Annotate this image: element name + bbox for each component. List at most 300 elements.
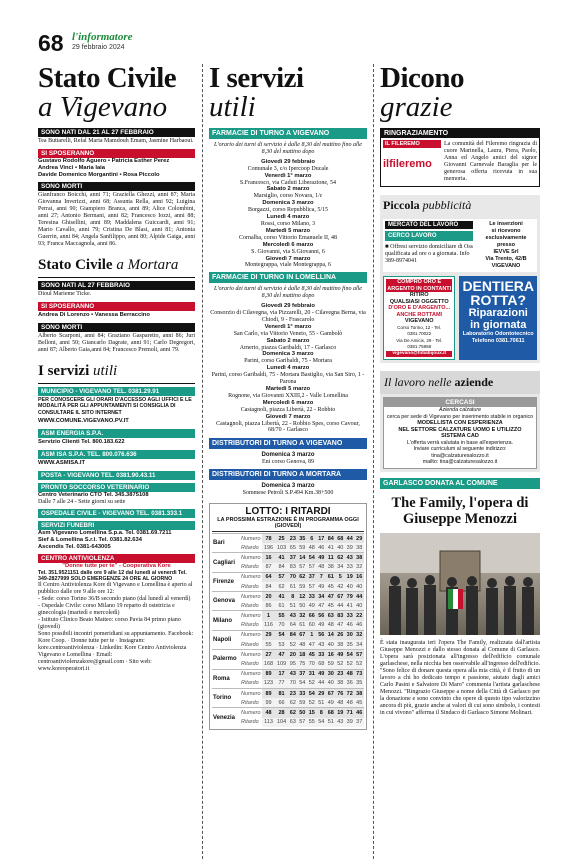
lotto-cell: 56 [317, 630, 326, 640]
lotto-row [212, 688, 364, 698]
lotto-cell: 59 [298, 698, 307, 708]
lotto-cell: 84 [326, 533, 335, 543]
sposi-header: SI SPOSERANNO [38, 149, 195, 158]
divider [38, 277, 195, 278]
lotto-cell: 86 [262, 601, 275, 611]
pharmacy-address: Rognone, via Giovanni XXIII,2 - Valle Lomellina [228, 392, 348, 399]
lotto-cell: 34 [354, 640, 364, 650]
lotto-cell: 44 [345, 533, 354, 543]
lotto-row-label: Numero [240, 611, 262, 621]
distributori-day [209, 452, 367, 459]
lotto-cell: 104 [276, 719, 287, 726]
antiviolenza-list: - Istituto Clinico Beato Matteo: corso Pavia 84 primo piano (giovedì) [38, 616, 181, 630]
piccola-pubblicita-box [380, 195, 540, 363]
pharmacy-day: Martedì 5 marzo [265, 227, 311, 234]
pharmacy-day: Sabato 2 marzo [266, 337, 310, 344]
lotto-row-label: Ritardo [241, 544, 259, 551]
lotto-cell: 49 [307, 601, 316, 611]
lotto-cell: 19 [336, 708, 345, 718]
pharmacy-day: Venerdì 1° marzo [264, 323, 312, 330]
lotto-cell: 70 [307, 659, 316, 669]
municipio-web[interactable]: WWW.COMUNE.VIGEVANO.PV.IT [38, 417, 129, 424]
oro-line: Corso Torino, 12 - Tel. 0381.70022 [397, 324, 442, 336]
lotto-cell: 22 [354, 611, 364, 621]
lotto-cell: 46 [354, 621, 364, 631]
lotto-cell: 18 [298, 650, 307, 660]
oro-line: VIGEVANO [404, 318, 434, 324]
pharmacy-address: Montegrappa, viale Montegrappa, 6 [244, 262, 332, 269]
pharmacy-address: Borgazzi, corso Repubblica, 5/15 [247, 207, 329, 214]
lotto-cell: 59 [298, 543, 307, 553]
lotto-cell: 61 [326, 572, 335, 582]
antiviolenza-list: - Ospedale Civile: corso Milano 19 reparto di ostetricia e ginecologia (martedì e mercoledì) [38, 602, 175, 616]
lotto-cell: 62 [298, 572, 307, 582]
lotto-row [212, 592, 364, 602]
inserzioni-line: si ricevono [491, 228, 521, 234]
lotto-cell: 52 [336, 659, 345, 669]
dicono-grazie-column [380, 64, 540, 718]
nati-text: Tea Buttarelli, Refal Maria Mamdouh Emam, Jasmine Harbaoui. [38, 138, 194, 144]
section-title: Dicono [380, 62, 464, 94]
lotto-row [212, 572, 364, 582]
lotto-cell: 49 [317, 621, 326, 631]
dentiera-line: Riparazioni [468, 307, 528, 319]
pharmacy-day: Venerdì 1° marzo [264, 172, 312, 179]
compro-oro-ad [383, 276, 455, 360]
lotto-city: Napoli [212, 630, 240, 649]
lotto-cell: 77 [275, 679, 288, 689]
lotto-cell: 46 [345, 621, 354, 631]
lotto-cell: 65 [288, 543, 297, 553]
pharmacy-address: Arnerio, piazza Garibaldi, 17 - Garlasco [239, 344, 337, 351]
inserzioni-line: IEVVE Srl [493, 249, 519, 255]
divider [38, 383, 195, 384]
lotto-cell: 49 [336, 650, 345, 660]
lotto-cell: 8 [288, 592, 297, 602]
lotto-cell: 87 [262, 563, 275, 573]
lotto-cell: 99 [262, 698, 275, 708]
servizi-column [209, 64, 367, 730]
lotto-cell: 38 [326, 563, 335, 573]
lotto-cell: 168 [262, 659, 275, 669]
lotto-cell: 1 [262, 611, 275, 621]
municipio-header: MUNICIPIO - VIGEVANO TEL. 0381.29.91 [38, 387, 195, 396]
pharmacy-day: Giovedì 7 marzo [265, 255, 311, 262]
lotto-cell: 30 [326, 669, 335, 679]
pharmacy-address: Parini, corso Garibaldi, 75 - Mortara [244, 358, 332, 365]
lotto-cell: 79 [345, 592, 354, 602]
lotto-cell: 42 [336, 582, 345, 592]
lotto-cell: 45 [326, 582, 335, 592]
page-number: 68 [38, 30, 64, 56]
pharmacy-day: Domenica 3 marzo [262, 351, 314, 358]
dentiera-line: DENTIERA [462, 278, 534, 294]
lotto-cell: 38 [336, 679, 345, 689]
cercasi-line: SISTEMA CAD [441, 433, 479, 439]
lotto-row-label: Numero [240, 669, 262, 679]
lotto-cell: 60 [307, 621, 316, 631]
lotto-cell: 66 [307, 611, 316, 621]
antiviolenza-text: Il Centro Antiviolenza Kore di Vigevano e Lomellina è aperto al pubblico dalle ore 9 alle ore 12: [38, 581, 193, 595]
lotto-cell: 43 [288, 611, 297, 621]
lotto-cell: 17 [275, 669, 288, 679]
lotto-cell: 12 [298, 592, 307, 602]
section-title: Stato Civile [38, 62, 177, 94]
lotto-cell: 23 [336, 669, 345, 679]
cercasi-line: cerca per sede di Vigevano per inserimento stabile in organico [386, 413, 534, 420]
lotto-cell: 41 [275, 592, 288, 602]
offresi-text [385, 243, 473, 266]
lotto-cell: 27 [262, 650, 275, 660]
cercasi-line: MODELLISTA CON ESPERIENZA [417, 420, 503, 426]
lotto-cell: 53 [275, 640, 288, 650]
lotto-cell: 51 [327, 719, 334, 726]
pharmacy-day: Domenica 3 marzo [262, 200, 314, 207]
stato-civile-column [38, 64, 195, 673]
lotto-cell: 84 [288, 630, 297, 640]
funebri-line: Sief & Lomellina S.r.l. Tel. 0381.82.634 [38, 536, 142, 543]
lotto-cell: 44 [317, 679, 326, 689]
cercasi-header: CERCASI [384, 398, 536, 407]
lotto-cell: 75 [298, 659, 307, 669]
mercato-header: MERCATO DEL LAVORO [385, 221, 473, 229]
lotto-cell: 40 [326, 640, 335, 650]
article-body: È stata inaugurata ieri l'opera The Family, realizzata dall'artista Giuseppe Menozzi e dallo stesso donata al Comune di Garlasco. L'opera sarà posizionata all'ingresso dell'edificio comunale garlaschese, nella nicchia ben osservabile all'ingresso dell'edificio. "Sono felice di donare questa opera alla mia città, è il frutto di un lavoro a chi ho dedicato tempo e passione, aiutato dagli amici Carlo Pasini e Salvatore Di Maro" commenta l'artista garlaschese Menozzi. "Ringrazio Giuseppe a nome della Città di Garlasco per la donazione e sono convinto che opere di questo tipo valorizzino ancora di più, grazie anche ai valori di cui sono simbolo, i contesti in cui vivono" afferma il Sindaco di Garlasco Simone Molinari. [380, 639, 540, 716]
pronto-line: Dalle 7 alle 24 - Sette giorni su sette [38, 498, 126, 505]
antiviolenza-contacts: Sono possibili incontri pomeridiani su appuntamento. Facebook: Kore Coop. · Donne tutte per te · Instagram: kore.centroantiviolenza · Linkedin: Kore Centro Antiviolenza Vigevano e Lomellina · Email: centroantiviolenzakore@gmail.com · Sito web: www.koreoperatori.it [38, 630, 194, 672]
section-title: I servizi [209, 62, 304, 94]
lotto-row-label: Numero [240, 708, 262, 718]
lotto-cell: 26 [336, 630, 345, 640]
asmisa-web[interactable]: WWW.ASMISA.IT [38, 459, 86, 466]
lotto-cell: 57 [354, 650, 364, 660]
lotto-cell: 51 [288, 601, 297, 611]
lotto-cell: 57 [298, 563, 307, 573]
inserzioni-box [477, 221, 535, 270]
lotto-cell: 61 [288, 582, 297, 592]
lotto-cell: 43 [288, 669, 297, 679]
lotto-city: Torino [212, 688, 240, 707]
fileremo-tag: IL FILEREMO [383, 140, 441, 148]
oro-line: COMPRO ORO E [386, 279, 452, 286]
lotto-cell: 61 [275, 601, 288, 611]
lotto-cell: 109 [275, 659, 288, 669]
nati-header: SONO NATI DAL 21 AL 27 FEBBRAIO [38, 128, 195, 137]
lotto-cell: 52 [307, 679, 316, 689]
pharmacy-day: Giovedì 7 marzo [265, 413, 311, 420]
lotto-cell: 37 [356, 719, 363, 726]
lotto-cell: 76 [336, 688, 345, 698]
morti-header: SONO MORTI [38, 182, 195, 191]
farmacie-intro: L'orario dei turni di servizio è dalle 8,30 del mattino fino alle 8,30 del mattino dopo [214, 142, 362, 155]
lotto-cell: 48 [345, 669, 354, 679]
dentiera-line: Laboratorio Odontotecnico [462, 331, 534, 337]
cerco-lavoro-header: CERCO LAVORO [385, 231, 473, 241]
farmacie-lomellina-list [209, 303, 367, 434]
lotto-cell: 52 [354, 659, 364, 669]
lotto-cell: 103 [275, 543, 288, 553]
lotto-cell: 48 [317, 563, 326, 573]
column-divider [202, 64, 203, 859]
pharmacy-day: Giovedì 29 febbraio [261, 303, 315, 310]
antiviolenza-sub: "Donne tutte per te" - Cooperativa Kore [62, 562, 171, 569]
lotto-subtitle: LA PROSSIMA ESTRAZIONE È IN PROGRAMMA OGGI (GIOVEDÌ) [212, 517, 364, 532]
servizi-title-main: I servizi [38, 363, 90, 379]
lotto-row-label: Numero [240, 688, 262, 698]
page-date: 29 febbraio 2024 [72, 44, 125, 51]
lotto-cell: 40 [354, 601, 364, 611]
m-sposi-header: SI SPOSERANNO [38, 302, 195, 311]
lotto-cell: 39 [346, 719, 353, 726]
pharmacy-day: Giovedì 29 febbraio [261, 158, 315, 165]
lotto-cell: 38 [354, 543, 364, 553]
inserzioni-line: Le inserzioni [489, 221, 523, 227]
lotto-row-label: Ritardo [241, 661, 259, 667]
lotto-cell: 123 [262, 679, 275, 689]
lavoro-title-sub: aziende [454, 375, 494, 389]
lotto-cell: 37 [307, 572, 316, 582]
lotto-city: Venezia [212, 708, 240, 727]
distributori-entry: Eni corso Genova, 89 [262, 459, 314, 466]
sposi-line: Davide Domenico Morgantini • Rosa Piccolo [38, 172, 160, 178]
lotto-cell: 70 [288, 679, 297, 689]
m-morti-header: SONO MORTI [38, 323, 195, 332]
lotto-cell: 33 [298, 688, 307, 698]
lotto-cell: 68 [336, 533, 345, 543]
lotto-cell: 40 [345, 582, 354, 592]
oro-line: ANCHE ROTTAMI [396, 311, 443, 318]
lotto-cell: 67 [336, 592, 345, 602]
inserzioni-line: esclusivamente [485, 235, 527, 241]
lotto-cell: 55 [262, 640, 275, 650]
m-nati-header: SONO NATI AL 27 FEBBRAIO [38, 281, 195, 290]
lotto-cell: 33 [307, 592, 316, 602]
pronto-header: PRONTO SOCCORSO VETERINARIO [38, 483, 195, 492]
lotto-cell: 37 [298, 669, 307, 679]
lotto-row [212, 650, 364, 660]
section-subtitle: utili [209, 91, 256, 123]
m-morti-text: Alberto Scarponi, anni 84; Graziano Gasparetto, anni 86; Juri Belloni, anni 50; Giancarlo Dagrate, anni 91; Carlo Degregori, anni 87; Alberto Gaia,anni 84; Francesco Premoli, anni 79. [38, 333, 195, 353]
lotto-cell: 66 [275, 698, 288, 708]
lotto-city: Palermo [212, 650, 240, 669]
oro-line: D'ORO E D'ARGENTO... [388, 305, 451, 311]
lotto-row-label: Ritardo [241, 564, 259, 571]
section-subtitle: grazie [380, 91, 453, 123]
lotto-cell: 50 [298, 708, 307, 718]
cercasi-line: NEL SETTORE CALZATURE UOMO E UTILIZZO [398, 426, 522, 433]
lotto-cell: 33 [317, 650, 326, 660]
lotto-cell: 43 [345, 553, 354, 563]
farmacie-vigevano-header: FARMACIE DI TURNO A VIGEVANO [209, 128, 367, 139]
distributori-mortara-header: DISTRIBUTORI DI TURNO A MORTARA [209, 469, 367, 480]
funebri-line: Asm Vigevano Lomellina S.p.a. Tel. 0381.69.7211 [38, 529, 172, 536]
inserzioni-line: Via Trento, 42/B [485, 256, 527, 262]
pharmacy-day: Lunedì 4 marzo [266, 214, 310, 221]
lotto-cell: 49 [317, 669, 326, 679]
lotto-cell: 54 [307, 553, 316, 563]
ospedale-header: OSPEDALE CIVILE - VIGEVANO TEL. 0381.333.1 [38, 509, 195, 518]
lavoro-title-main: Il lavoro nelle [384, 375, 452, 389]
lotto-row-label: Numero [240, 572, 262, 582]
lotto-cell: 62 [336, 553, 345, 563]
cercasi-line: mailto: tina@calzaturesalozzo.it [422, 459, 498, 465]
lotto-row-label: Numero [240, 533, 262, 543]
lotto-cell: 29 [317, 688, 326, 698]
cercasi-line: tina@calzaturesalozzo.it [431, 452, 489, 459]
mortara-title [38, 257, 195, 274]
lotto-row [212, 630, 364, 640]
lotto-cell: 34 [336, 563, 345, 573]
lotto-row [212, 533, 364, 543]
lotto-cell: 5 [336, 572, 345, 582]
pharmacy-day: Lunedì 4 marzo [266, 365, 310, 372]
lotto-cell: 55 [308, 719, 315, 726]
ringraziamento-box [380, 128, 540, 187]
antiviolenza-header: CENTRO ANTIVIOLENZA [38, 554, 195, 563]
lotto-cell: 62 [288, 708, 297, 718]
distr-date: Domenica 3 marzo [261, 483, 315, 490]
lotto-cell: 39 [345, 543, 354, 553]
lotto-cell: 48 [326, 621, 335, 631]
lotto-cell: 84 [275, 563, 288, 573]
lotto-cell: 50 [298, 601, 307, 611]
lotto-cell: 7 [317, 572, 326, 582]
lotto-cell: 6 [307, 533, 316, 543]
lotto-cell: 83 [288, 563, 297, 573]
lotto-cell: 20 [288, 650, 297, 660]
pharmacy-address: Castagnoli, piazza Libertà, 22 - Robbio [240, 406, 336, 413]
lotto-cell: 72 [345, 688, 354, 698]
farmacie-intro: L'orario dei turni di servizio è dalle 8,30 del mattino fino alle 8,30 del mattino dopo [214, 286, 362, 300]
lotto-cell: 32 [354, 630, 364, 640]
servizi-title [38, 363, 195, 380]
lotto-cell: 57 [299, 719, 306, 726]
lotto-row-label: Numero [240, 630, 262, 640]
offresi-bullet: ■ [385, 244, 391, 250]
offresi-body: Offresi servizio domiciliare di Oss qualificata ad ore o a giornata. Info 389-8974041 [385, 244, 473, 264]
oro-line: Via De Amicis, 29 - Tel. 0381.75858 [396, 337, 443, 349]
lotto-cell: 47 [326, 592, 335, 602]
lotto-city: Bari [212, 533, 240, 552]
mortara-title-sub: a Mortara [116, 257, 179, 273]
lotto-cell: 52 [345, 659, 354, 669]
lotto-row-label: Numero [240, 553, 262, 563]
newspaper-logo: l'informatore [72, 31, 133, 43]
lotto-cell: 37 [288, 553, 297, 563]
lotto-cell: 40 [354, 582, 364, 592]
lotto-cell: 1 [307, 630, 316, 640]
lotto-cell: 95 [288, 659, 297, 669]
cercasi-line: Inviare curriculum al seguente indirizzo: [413, 446, 507, 452]
lotto-cell: 38 [336, 640, 345, 650]
lotto-cell: 54 [275, 630, 288, 640]
farmacie-lomellina-header: FARMACIE DI TURNO IN LOMELLINA [209, 272, 367, 283]
lotto-cell: 64 [288, 621, 297, 631]
lotto-cell: 63 [289, 719, 296, 726]
lotto-cell: 35 [345, 640, 354, 650]
lotto-cell: 89 [262, 688, 275, 698]
lotto-row-label: Ritardo [241, 583, 259, 590]
lotto-cell: 19 [345, 572, 354, 582]
lotto-cell: 48 [262, 708, 275, 718]
lotto-cell: 16 [354, 572, 364, 582]
column-divider [373, 64, 374, 859]
oro-line: RITIRO [409, 292, 429, 298]
lotto-cell: 49 [317, 553, 326, 563]
lotto-cell: 64 [262, 572, 275, 582]
lotto-row-label: Numero [240, 592, 262, 602]
lotto-cell: 17 [317, 533, 326, 543]
lotto-cell: 41 [345, 601, 354, 611]
lotto-cell: 62 [288, 698, 297, 708]
lotto-cell: 36 [345, 679, 354, 689]
distr-date: Domenica 3 marzo [261, 452, 315, 459]
lotto-cell: 55 [275, 611, 288, 621]
lotto-cell: 32 [354, 563, 364, 573]
article-photo [380, 533, 540, 635]
lotto-cell: 57 [307, 582, 316, 592]
lotto-cell: 33 [345, 563, 354, 573]
pharmacy-address: Consorzio di Cilavegna, via Pizzarelli, 20 - Cilavegna Berna, via Chiodi, 9 - Frascarolo [210, 310, 366, 323]
servizi-title-sub: utili [92, 363, 118, 379]
lotto-row-label: Ritardo [241, 622, 259, 629]
lotto-cell: 116 [262, 621, 275, 631]
lotto-cell: 15 [307, 708, 316, 718]
dentiera-line: ROTTA? [470, 292, 527, 308]
cercasi-ad [383, 397, 537, 469]
lotto-cell: 59 [326, 659, 335, 669]
distributori-vigevano-header: DISTRIBUTORI DI TURNO A VIGEVANO [209, 438, 367, 449]
antiviolenza-tel: Tel. 351.9521151 dalle ore 9 alle 12 dal lunedì al venerdì Tel. 349-2827999 SOLO EMERGENZE 24 ORE AL GIORNO [38, 569, 187, 582]
posta-header: POSTA - VIGEVANO TEL. 0381.90.43.11 [38, 471, 195, 480]
lotto-cell: 48 [298, 640, 307, 650]
morti-text: Gianfranco Boicchi, anni 71; Graziella Ghezzi, anni 87; Maria Giovanna Inverizzi, anni 68; Assunta Rella, anni 92; Luigina Perrai, anni 90; Giampiero Branca, anni 89; Alice Colombini, anni 27; Antonio Bermani, anni 82; Francesco Iozzi, anni 88; Teresina Ghisellini, anni 89; Maddalena Guiccardi, anni 91; Mario Cavallo, anni 79; Cristina De Blasi, anni 81; Antonia Guerrin, anni 84; Angela Sanfilippo, anni 80; Alpide Gaiga, anni 93; Franca Maccagnola, anni 86. [38, 192, 195, 247]
lotto-cell: 47 [317, 601, 326, 611]
pharmacy-address: Castagnoli, piazza Libertà, 22 - Robbio Spes, corso Cavour, 68/70 - Garlasco [216, 420, 360, 434]
lotto-cell: 52 [307, 698, 316, 708]
municipio-text: PER CONOSCERE GLI ORARI D'ACCESSO AGLI UFFICI E LE MODALITÀ PER GLI APPUNTAMENTI SI CONSIGLIA DI CONSULTARE IL SITO INTERNET [38, 397, 192, 416]
lotto-title: LOTTO: I RITARDI [245, 505, 331, 517]
funebri-header: SERVIZI FUNEBRI [38, 521, 195, 530]
lotto-cell: 43 [337, 719, 344, 726]
lotto-row-label: Ritardo [241, 680, 259, 687]
lotto-cell: 61 [298, 621, 307, 631]
m-sposi-text: Andrea Di Lorenzo • Vanessa Berraccino [38, 312, 150, 318]
garlasco-header: GARLASCO DONATA AL COMUNE [380, 478, 540, 489]
lotto-cell: 47 [336, 621, 345, 631]
lotto-cell: 44 [336, 601, 345, 611]
pharmacy-day: Sabato 2 marzo [266, 186, 310, 193]
lotto-cell: 54 [318, 719, 325, 726]
sposi-line: Gustavo Rodolfo Aguero • Patricia Esther Perez [38, 158, 170, 164]
lotto-cell: 31 [307, 669, 316, 679]
lotto-row [212, 708, 364, 718]
section-subtitle: a Vigevano [38, 91, 168, 123]
antiviolenza-list: - Sede: corso Torino 36/B secondo piano (dal lunedì al venerdì) [38, 595, 191, 602]
pharmacy-address: Parini, corso Garibaldi, 75 - Mortara Bastiglio, via San Siro, 1 - Parona [211, 372, 365, 386]
lotto-cell: 54 [307, 688, 316, 698]
lotto-cell: 71 [345, 708, 354, 718]
lotto-cell: 45 [354, 698, 364, 708]
cercasi-line: L'offerta verrà valutata in base all'esperienza. [406, 439, 514, 446]
piccola-title-sub: pubblicità [422, 198, 472, 212]
lotto-cell: 40 [336, 543, 345, 553]
m-nati-text: Dioul Marieme Ticke. [38, 291, 92, 297]
lotto-cell: 52 [288, 640, 297, 650]
sposi-line: Andrea Vinci • Maria Iaia [38, 165, 106, 171]
lotto-cell: 30 [345, 630, 354, 640]
oro-line: vigevano@fidiabijoux.it [386, 351, 452, 358]
